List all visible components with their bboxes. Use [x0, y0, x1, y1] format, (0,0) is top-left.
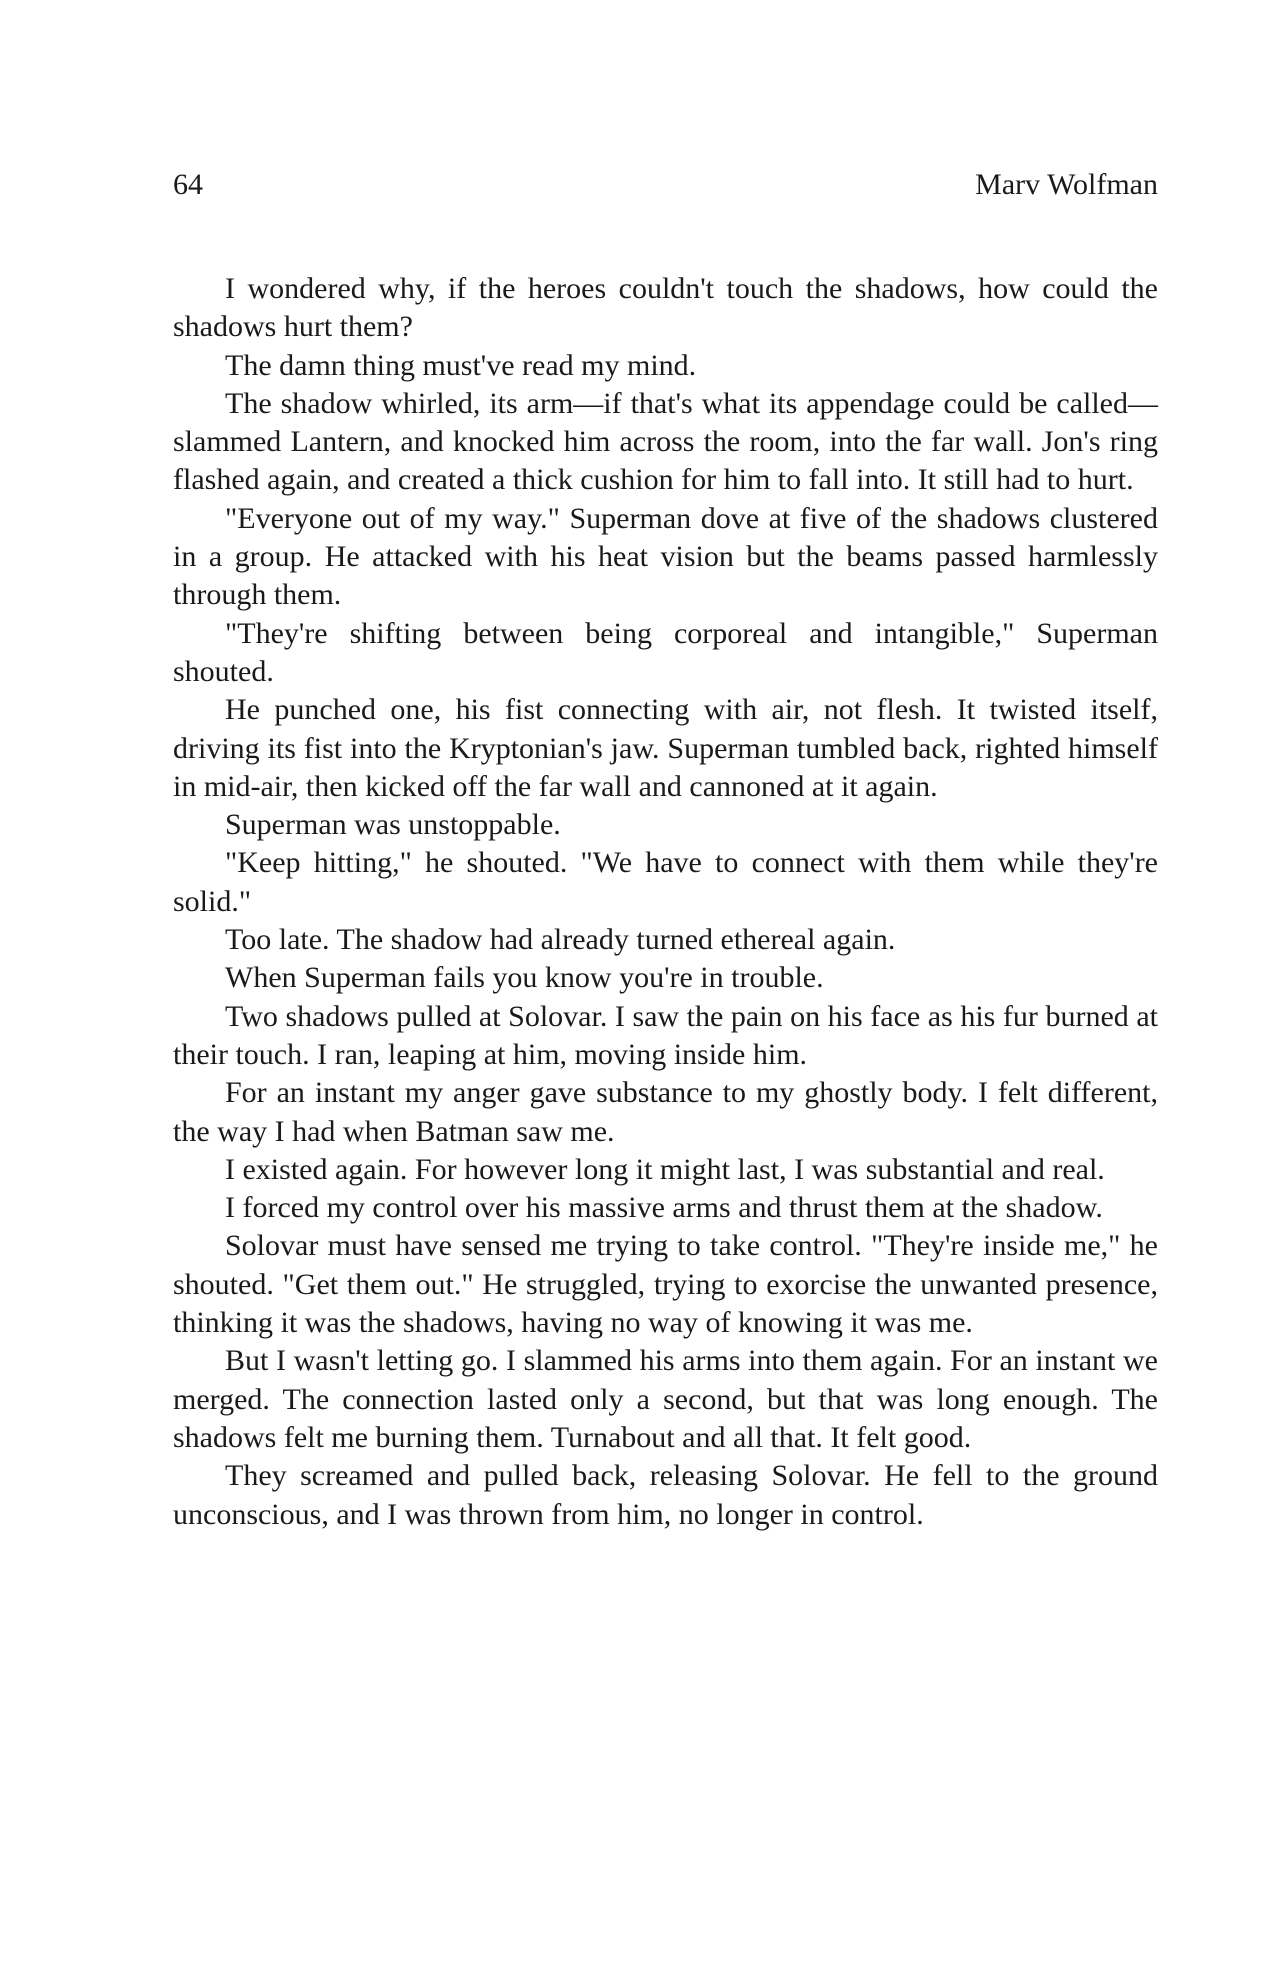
paragraph: For an instant my anger gave substance to my ghostly body. I felt different, the way I had when Batman saw me. [173, 1076, 1158, 1148]
paragraph: When Superman fails you know you're in trouble. [225, 961, 824, 995]
paragraph: The shadow whirled, its arm—if that's what its appendage could be called—slammed Lantern, and knocked him across the room, into the far wall. Jon's ring flashed again, and created a thick cushion for him to fall into. It still had to hurt. [173, 386, 1158, 497]
paragraph: Too late. The shadow had already turned ethereal again. [225, 923, 896, 957]
page-number: 64 [173, 168, 203, 201]
paragraph: I existed again. For however long it might last, I was substantial and real. [225, 1152, 1105, 1186]
paragraph: The damn thing must've read my mind. [225, 348, 697, 382]
paragraph: I wondered why, if the heroes couldn't touch the shadows, how could the shadows hurt them? [173, 272, 1158, 344]
body-text [173, 270, 1158, 1534]
paragraph: Superman was unstoppable. [225, 808, 561, 842]
paragraph: Solovar must have sensed me trying to take control. "They're inside me," he shouted. "Get them out." He struggled, trying to exorcise the unwanted presence, thinking it was the shadows, having no way of knowing it was me. [173, 1229, 1158, 1340]
author-name: Marv Wolfman [975, 168, 1158, 201]
paragraph: I forced my control over his massive arms and thrust them at the shadow. [225, 1191, 1103, 1225]
paragraph: "They're shifting between being corporeal and intangible," Superman shouted. [173, 616, 1158, 688]
paragraph: But I wasn't letting go. I slammed his arms into them again. For an instant we merged. The connection lasted only a second, but that was long enough. The shadows felt me burning them. Turnabout and all that. It felt good. [173, 1344, 1158, 1454]
paragraph: Two shadows pulled at Solovar. I saw the pain on his face as his fur burned at their touch. I ran, leaping at him, moving inside him. [173, 999, 1158, 1071]
paragraph: They screamed and pulled back, releasing Solovar. He fell to the ground unconscious, and I was thrown from him, no longer in control. [173, 1459, 1158, 1531]
running-head [173, 163, 1158, 207]
paragraph: "Everyone out of my way." Superman dove at five of the shadows clustered in a group. He attacked with his heat vision but the beams passed harmlessly through them. [173, 501, 1158, 612]
paragraph: He punched one, his fist connecting with air, not flesh. It twisted itself, driving its fist into the Kryptonian's jaw. Superman tumbled back, righted himself in mid-air, then kicked off the far wall and cannoned at it again. [173, 693, 1158, 803]
paragraph: "Keep hitting," he shouted. "We have to connect with them while they're solid." [173, 846, 1158, 918]
